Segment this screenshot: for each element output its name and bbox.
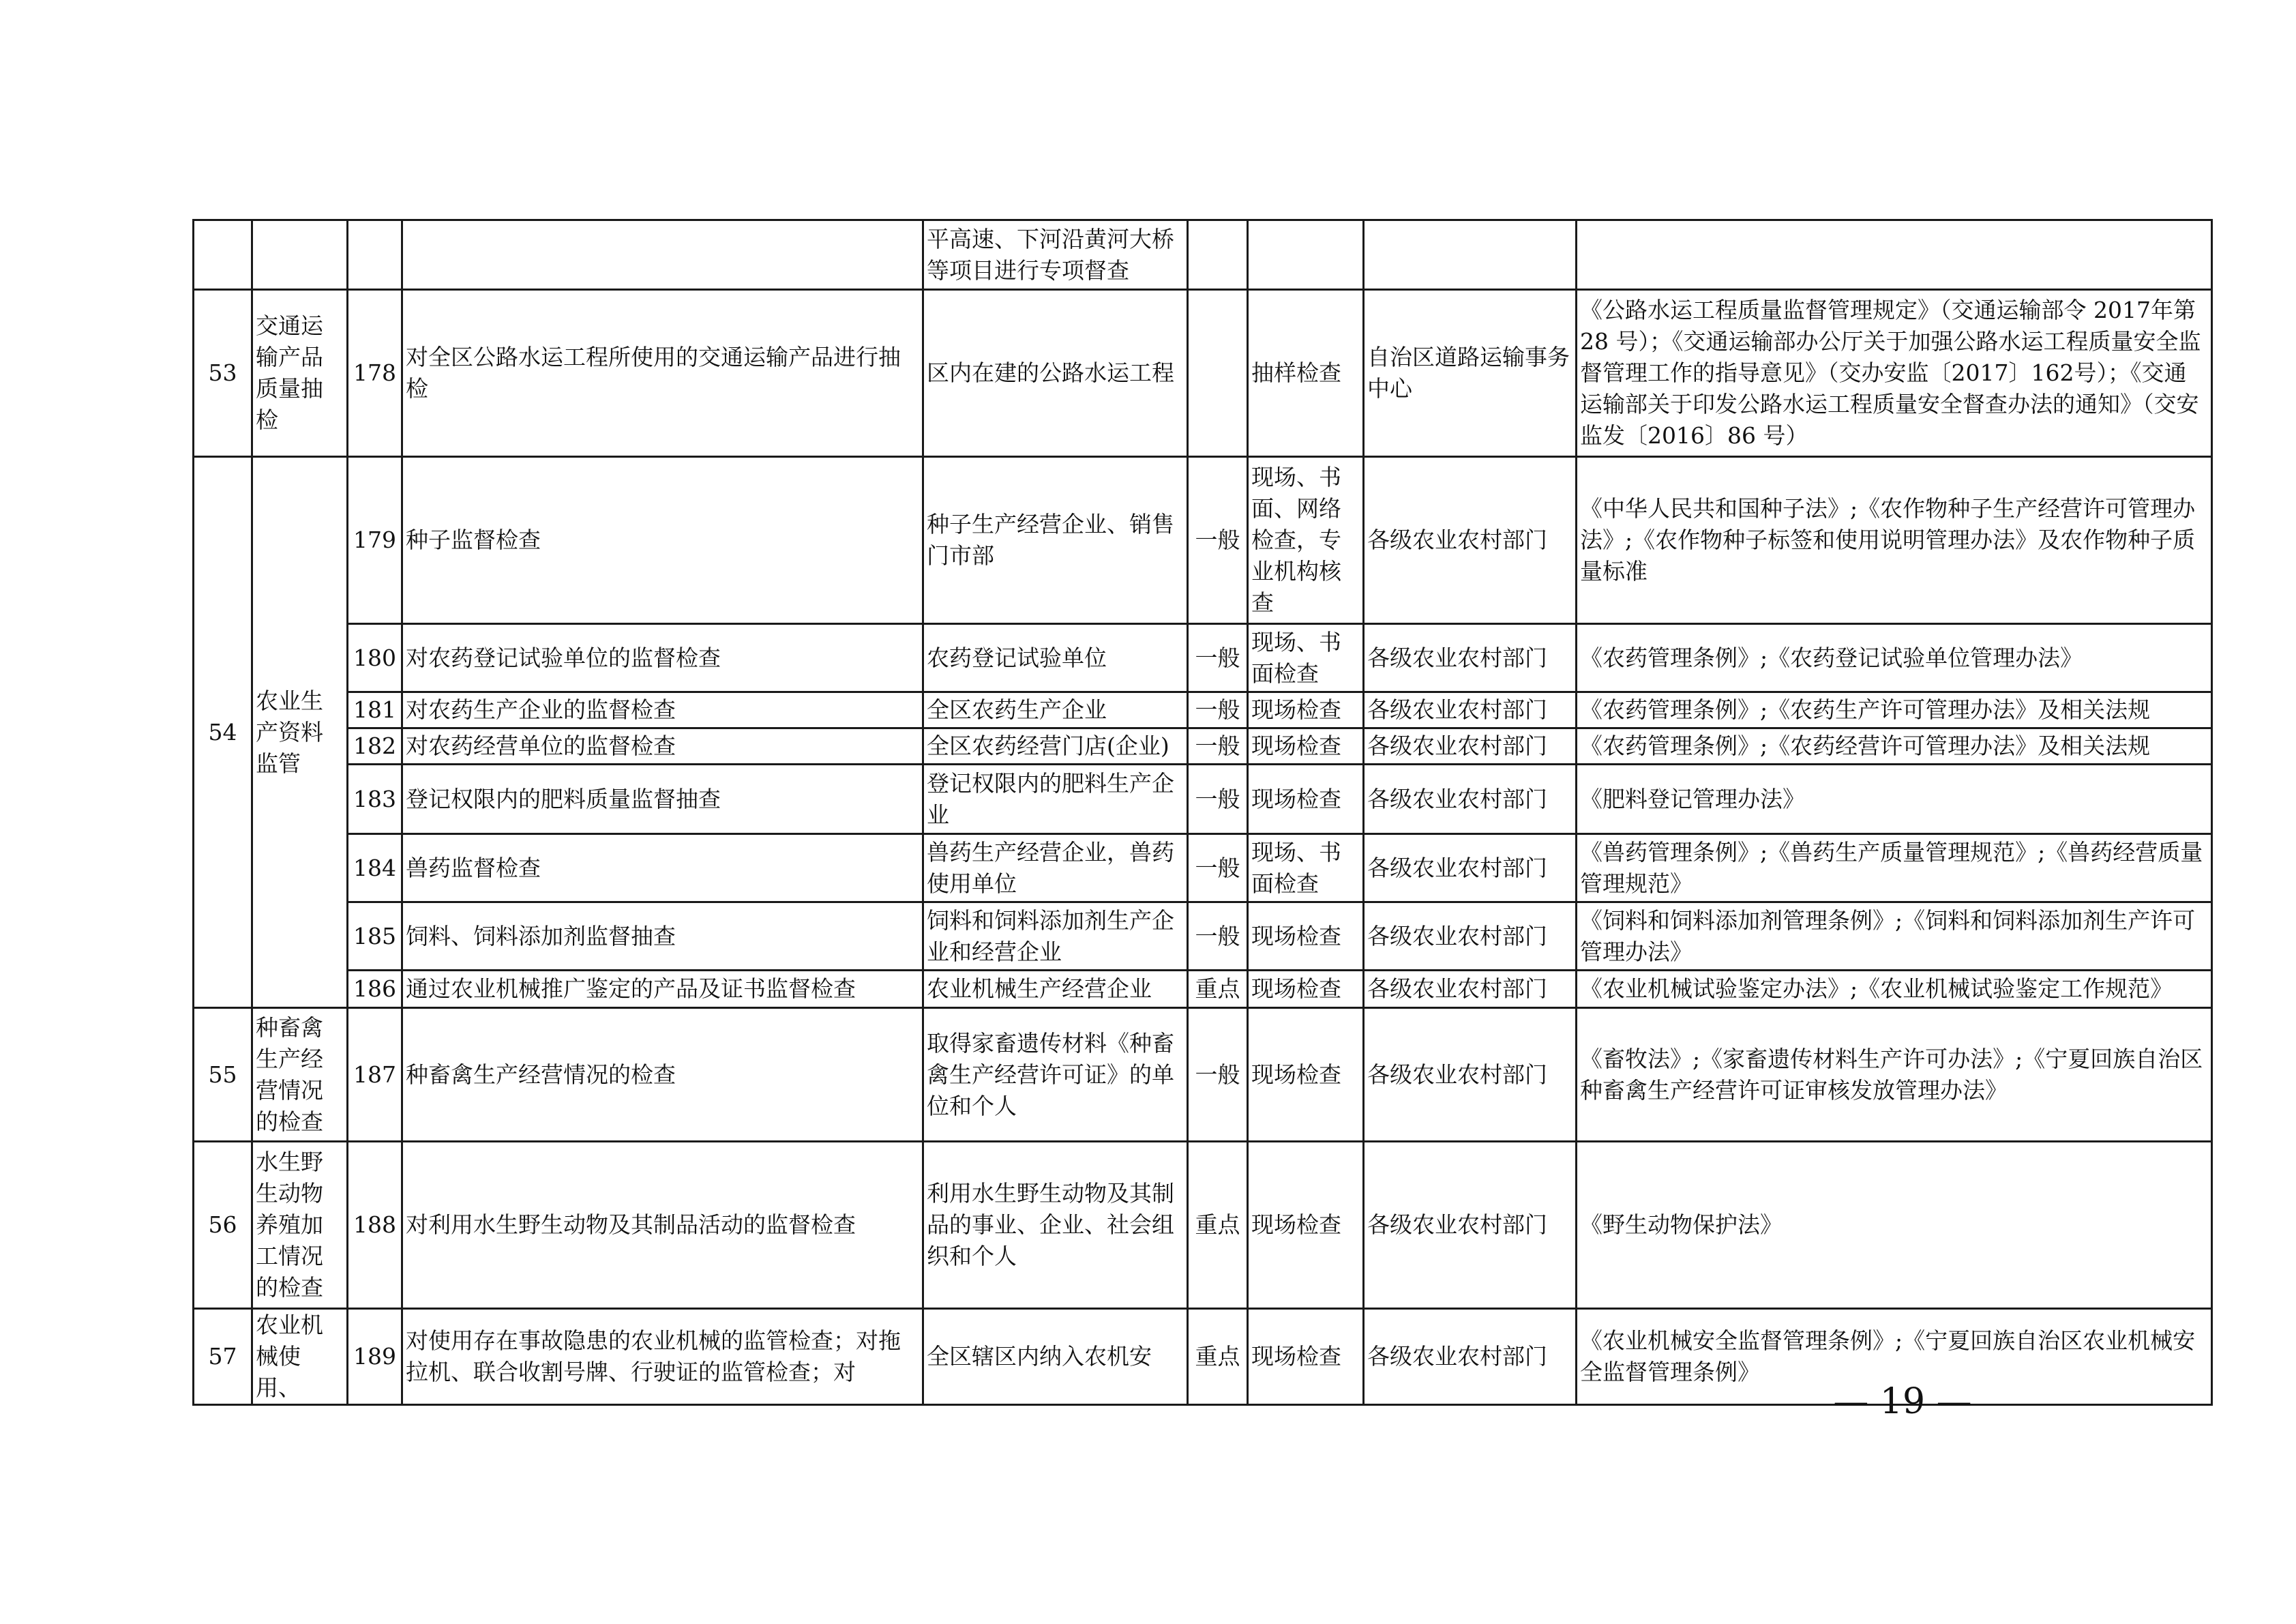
item-cell: 对农药经营单位的监督检查 [402, 728, 923, 765]
dept-cell: 各级农业农村部门 [1364, 834, 1577, 902]
object-cell: 全区辖区内纳入农机安 [923, 1309, 1188, 1405]
seq-cell: 54 [194, 457, 252, 1008]
category-cell: 交通运输产品质量抽检 [252, 290, 348, 457]
basis-cell: 《农业机械安全监督管理条例》;《宁夏回族自治区农业机械安全监督管理条例》 [1577, 1309, 2212, 1405]
item-number-cell: 179 [348, 457, 402, 624]
basis-cell: 《肥料登记管理办法》 [1577, 765, 2212, 834]
method-cell: 现场、书面检查 [1248, 834, 1364, 902]
type-cell: 重点 [1188, 1309, 1248, 1405]
method-cell: 现场检查 [1248, 728, 1364, 765]
object-cell: 区内在建的公路水运工程 [923, 290, 1188, 457]
table-row [194, 290, 2212, 457]
item-cell: 登记权限内的肥料质量监督抽查 [402, 765, 923, 834]
type-cell: 一般 [1188, 692, 1248, 728]
type-cell: 重点 [1188, 1142, 1248, 1309]
table-row [194, 692, 2212, 728]
item-cell: 兽药监督检查 [402, 834, 923, 902]
item-number-cell: 182 [348, 728, 402, 765]
category-cell: 农业生产资料监管 [252, 457, 348, 1008]
item-cell [402, 220, 923, 290]
basis-cell: 《农药管理条例》;《农药经营许可管理办法》及相关法规 [1577, 728, 2212, 765]
seq-cell: 57 [194, 1309, 252, 1405]
method-cell: 现场检查 [1248, 1008, 1364, 1142]
seq-cell: 56 [194, 1142, 252, 1309]
type-cell [1188, 290, 1248, 457]
item-number-cell: 180 [348, 624, 402, 692]
dept-cell: 各级农业农村部门 [1364, 971, 1577, 1008]
type-cell: 一般 [1188, 1008, 1248, 1142]
item-cell: 对农药生产企业的监督检查 [402, 692, 923, 728]
method-cell: 现场检查 [1248, 1142, 1364, 1309]
method-cell: 现场、书面、网络检查，专业机构核查 [1248, 457, 1364, 624]
basis-cell: 《公路水运工程质量监督管理规定》（交通运输部令 2017年第 28 号）；《交通运输部办公厅关于加强公路水运工程质量安全监督管理工作的指导意见》（交办安监〔2017〕162号）；《交通运输部关于印发公路水运工程质量安全督查办法的通知》（交安监发〔2016〕86 号） [1577, 290, 2212, 457]
basis-cell: 《兽药管理条例》;《兽药生产质量管理规范》;《兽药经营质量管理规范》 [1577, 834, 2212, 902]
basis-cell: 《农药管理条例》;《农药生产许可管理办法》及相关法规 [1577, 692, 2212, 728]
table-row [194, 1008, 2212, 1142]
object-cell: 种子生产经营企业、销售门市部 [923, 457, 1188, 624]
method-cell: 现场检查 [1248, 692, 1364, 728]
category-cell: 水生野生动物养殖加工情况的检查 [252, 1142, 348, 1309]
inspection-table [192, 219, 2213, 1406]
type-cell: 一般 [1188, 457, 1248, 624]
table-row [194, 457, 2212, 624]
object-cell: 取得家畜遗传材料《种畜禽生产经营许可证》的单位和个人 [923, 1008, 1188, 1142]
object-cell: 全区农药经营门店(企业) [923, 728, 1188, 765]
type-cell: 重点 [1188, 971, 1248, 1008]
object-cell: 全区农药生产企业 [923, 692, 1188, 728]
dept-cell: 各级农业农村部门 [1364, 1008, 1577, 1142]
method-cell: 抽样检查 [1248, 290, 1364, 457]
table-row [194, 728, 2212, 765]
category-cell [252, 220, 348, 290]
dept-cell: 各级农业农村部门 [1364, 902, 1577, 971]
type-cell [1188, 220, 1248, 290]
method-cell: 现场、书面检查 [1248, 624, 1364, 692]
dept-cell: 各级农业农村部门 [1364, 1309, 1577, 1405]
item-number-cell: 184 [348, 834, 402, 902]
type-cell: 一般 [1188, 902, 1248, 971]
item-number-cell: 183 [348, 765, 402, 834]
basis-cell: 《中华人民共和国种子法》;《农作物种子生产经营许可管理办法》;《农作物种子标签和使用说明管理办法》及农作物种子质量标准 [1577, 457, 2212, 624]
method-cell: 现场检查 [1248, 902, 1364, 971]
basis-cell: 《饲料和饲料添加剂管理条例》;《饲料和饲料添加剂生产许可管理办法》 [1577, 902, 2212, 971]
category-cell: 农业机械使用、 [252, 1309, 348, 1405]
method-cell [1248, 220, 1364, 290]
item-number-cell: 178 [348, 290, 402, 457]
item-cell: 对全区公路水运工程所使用的交通运输产品进行抽检 [402, 290, 923, 457]
object-cell: 利用水生野生动物及其制品的事业、企业、社会组织和个人 [923, 1142, 1188, 1309]
item-number-cell: 188 [348, 1142, 402, 1309]
seq-cell [194, 220, 252, 290]
table-row [194, 765, 2212, 834]
seq-cell: 55 [194, 1008, 252, 1142]
item-number-cell: 185 [348, 902, 402, 971]
basis-cell: 《农药管理条例》;《农药登记试验单位管理办法》 [1577, 624, 2212, 692]
object-cell: 平高速、下河沿黄河大桥等项目进行专项督查 [923, 220, 1188, 290]
dept-cell: 各级农业农村部门 [1364, 692, 1577, 728]
item-cell: 对农药登记试验单位的监督检查 [402, 624, 923, 692]
table-row [194, 1142, 2212, 1309]
item-cell: 饲料、饲料添加剂监督抽查 [402, 902, 923, 971]
item-number-cell: 189 [348, 1309, 402, 1405]
table-row [194, 834, 2212, 902]
type-cell: 一般 [1188, 834, 1248, 902]
object-cell: 兽药生产经营企业，兽药使用单位 [923, 834, 1188, 902]
dept-cell: 各级农业农村部门 [1364, 457, 1577, 624]
dept-cell [1364, 220, 1577, 290]
basis-cell [1577, 220, 2212, 290]
item-cell: 对使用存在事故隐患的农业机械的监管检查；对拖拉机、联合收割号牌、行驶证的监管检查；对 [402, 1309, 923, 1405]
table-row [194, 971, 2212, 1008]
type-cell: 一般 [1188, 624, 1248, 692]
object-cell: 登记权限内的肥料生产企业 [923, 765, 1188, 834]
method-cell: 现场检查 [1248, 765, 1364, 834]
seq-cell: 53 [194, 290, 252, 457]
item-cell: 对利用水生野生动物及其制品活动的监督检查 [402, 1142, 923, 1309]
dept-cell: 自治区道路运输事务中心 [1364, 290, 1577, 457]
basis-cell: 《畜牧法》;《家畜遗传材料生产许可办法》;《宁夏回族自治区种畜禽生产经营许可证审核发放管理办法》 [1577, 1008, 2212, 1142]
table-row [194, 220, 2212, 290]
method-cell: 现场检查 [1248, 1309, 1364, 1405]
table-row [194, 902, 2212, 971]
item-number-cell: 181 [348, 692, 402, 728]
dept-cell: 各级农业农村部门 [1364, 728, 1577, 765]
basis-cell: 《野生动物保护法》 [1577, 1142, 2212, 1309]
type-cell: 一般 [1188, 728, 1248, 765]
item-cell: 种畜禽生产经营情况的检查 [402, 1008, 923, 1142]
object-cell: 农药登记试验单位 [923, 624, 1188, 692]
object-cell: 饲料和饲料添加剂生产企业和经营企业 [923, 902, 1188, 971]
method-cell: 现场检查 [1248, 971, 1364, 1008]
object-cell: 农业机械生产经营企业 [923, 971, 1188, 1008]
dept-cell: 各级农业农村部门 [1364, 1142, 1577, 1309]
table-row [194, 624, 2212, 692]
item-number-cell [348, 220, 402, 290]
item-cell: 种子监督检查 [402, 457, 923, 624]
dept-cell: 各级农业农村部门 [1364, 765, 1577, 834]
item-number-cell: 187 [348, 1008, 402, 1142]
basis-cell: 《农业机械试验鉴定办法》;《农业机械试验鉴定工作规范》 [1577, 971, 2212, 1008]
item-number-cell: 186 [348, 971, 402, 1008]
item-cell: 通过农业机械推广鉴定的产品及证书监督检查 [402, 971, 923, 1008]
dept-cell: 各级农业农村部门 [1364, 624, 1577, 692]
category-cell: 种畜禽生产经营情况的检查 [252, 1008, 348, 1142]
page-number: — 19 — [1833, 1381, 1972, 1422]
type-cell: 一般 [1188, 765, 1248, 834]
